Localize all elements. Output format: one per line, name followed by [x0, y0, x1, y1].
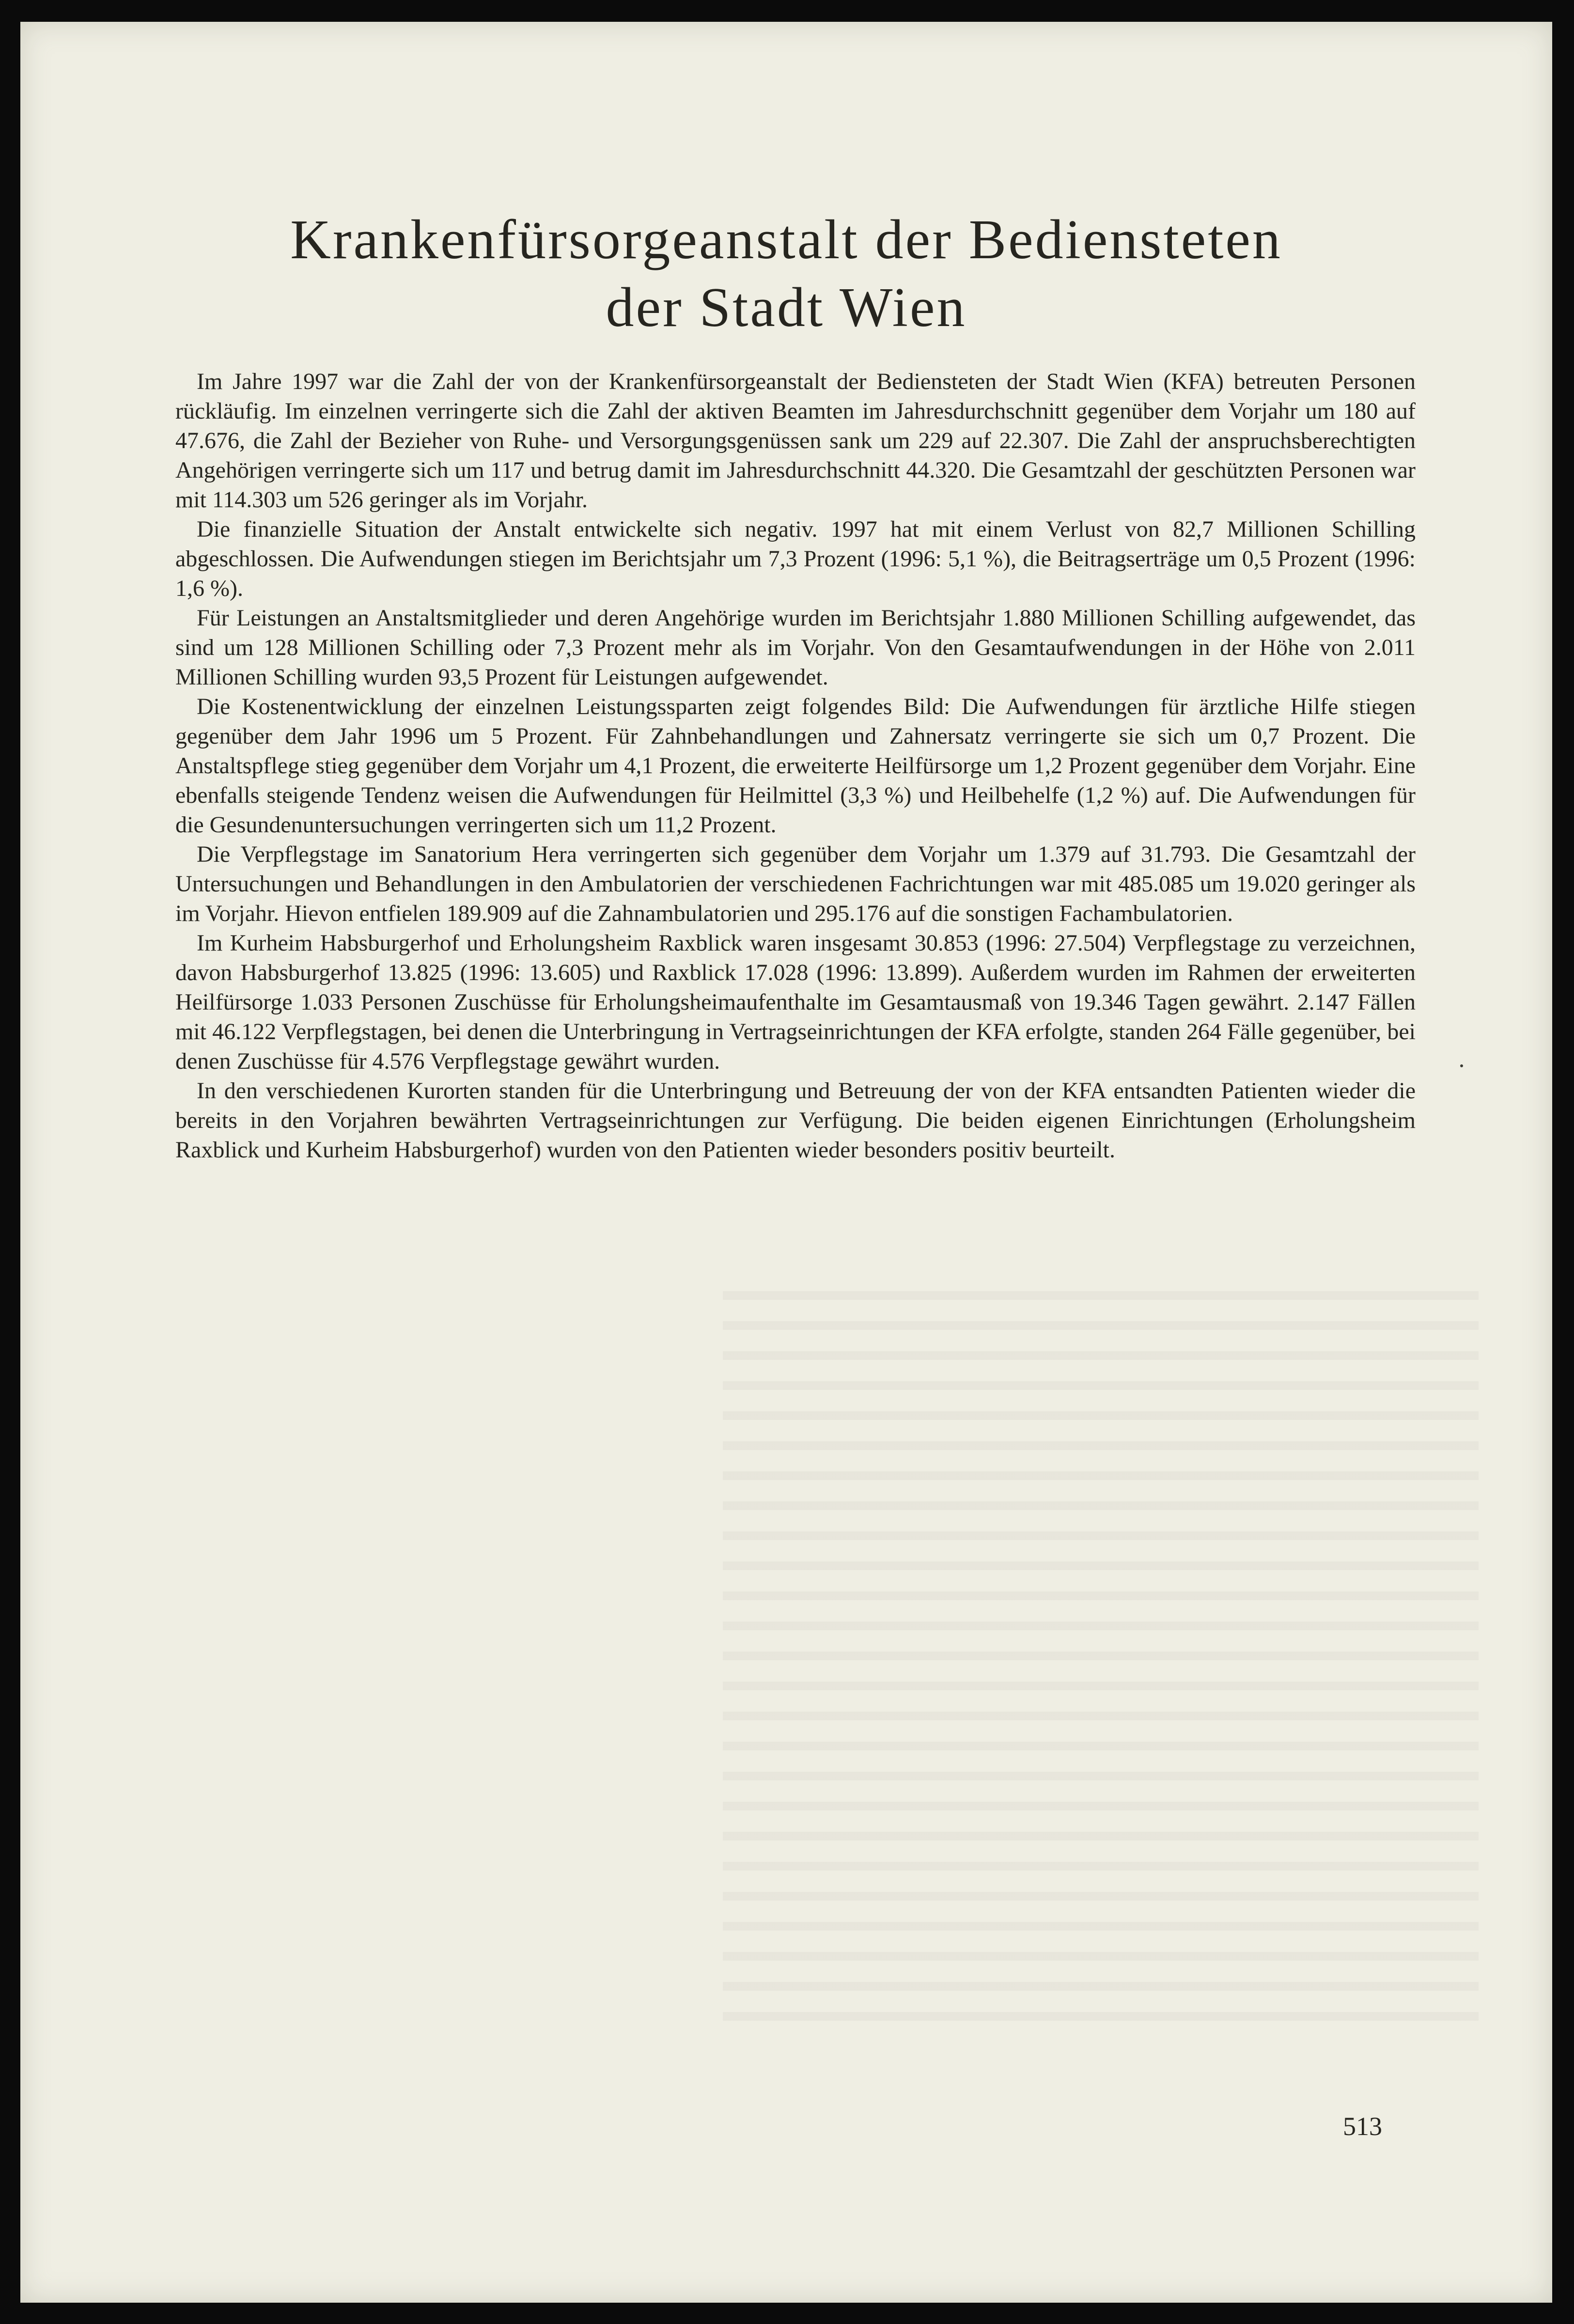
- paragraph: Für Leistungen an Anstaltsmitglieder und deren Angehörige wurden im Berichtsjahr 1.880 Millionen Schilling aufgewendet, das sind um 128 Millionen Schilling oder 7,3 Prozent mehr als im Vorjahr. Von den Gesamtaufwendungen in der Höhe von 2.011 Millionen Schilling wurden 93,5 Prozent für Leistungen aufgewendet.: [175, 605, 1416, 690]
- paragraph: Die Verpflegstage im Sanatorium Hera verringerten sich gegenüber dem Vorjahr um 1.379 auf 31.793. Die Gesamtzahl der Untersuchungen und Behandlungen in den Ambulatorien der verschiedenen Fachrichtungen war mit 485.085 um 19.020 geringer als im Vorjahr. Hievon entfielen 189.909 auf die Zahnambulatorien und 295.176 auf die sonstigen Fachambulatorien.: [175, 842, 1416, 926]
- title-line-2: der Stadt Wien: [606, 277, 967, 339]
- paragraph: Im Kurheim Habsburgerhof und Erholungsheim Raxblick waren insgesamt 30.853 (1996: 27.504) Verpflegstage zu verzeichnen, davon Habsburgerhof 13.825 (1996: 13.605) und Raxblick 17.028 (1996: 13.899). Außerdem wurden im Rahmen der erweiterten Heilfürsorge 1.033 Personen Zuschüsse für Erholungsheimaufenthalte im Gesamtausmaß von 19.346 Tagen gewährt. 2.147 Fällen mit 46.122 Verpflegstagen, bei denen die Unterbringung in Vertragseinrichtungen der KFA erfolgte, standen 264 Fälle gegenüber, bei denen Zuschüsse für 4.576 Verpflegstage gewährt wurden.: [175, 930, 1416, 1074]
- paragraph: Die Kostenentwicklung der einzelnen Leistungssparten zeigt folgendes Bild: Die Aufwendungen für ärztliche Hilfe stiegen gegenüber dem Jahr 1996 um 5 Prozent. Für Zahnbehandlungen und Zahnersatz verringerte sie sich um 0,7 Prozent. Die Anstaltspflege stieg gegenüber dem Vorjahr um 4,1 Prozent, die erweiterte Heilfürsorge um 1,2 Prozent gegenüber dem Vorjahr. Eine ebenfalls steigende Tendenz weisen die Aufwendungen für Heilmittel (3,3 %) und Heilbehelfe (1,2 %) auf. Die Aufwendungen für die Gesundenuntersuchungen verringerten sich um 11,2 Prozent.: [175, 694, 1416, 838]
- page-number: 513: [1343, 2112, 1382, 2141]
- title-line-1: Krankenfürsorgeanstalt der Bediensteten: [290, 209, 1282, 271]
- paragraph: Die finanzielle Situation der Anstalt entwickelte sich negativ. 1997 hat mit einem Verlust von 82,7 Millionen Schilling abgeschlossen. Die Aufwendungen stiegen im Berichtsjahr um 7,3 Prozent (1996: 5,1 %), die Beitragserträge um 0,5 Prozent (1996: 1,6 %).: [175, 516, 1416, 601]
- body-text: [175, 367, 1416, 1165]
- scan-speck: [1460, 1064, 1463, 1067]
- page-title: [20, 206, 1552, 342]
- paragraph: Im Jahre 1997 war die Zahl der von der Krankenfürsorgeanstalt der Bediensteten der Stadt Wien (KFA) betreuten Personen rückläufig. Im einzelnen verringerte sich die Zahl der aktiven Beamten im Jahresdurchschnitt gegenüber dem Vorjahr um 180 auf 47.676, die Zahl der Bezieher von Ruhe- und Versorgungsgenüssen sank um 229 auf 22.307. Die Zahl der anspruchsberechtigten Angehörigen verringerte sich um 117 und betrug damit im Jahresdurchschnitt 44.320. Die Gesamtzahl der geschützten Personen war mit 114.303 um 526 geringer als im Vorjahr.: [175, 369, 1416, 513]
- show-through-texture: [723, 1291, 1479, 2028]
- paragraph: In den verschiedenen Kurorten standen für die Unterbringung und Betreuung der von der KFA entsandten Patienten wieder die bereits in den Vorjahren bewährten Vertragseinrichtungen zur Verfügung. Die beiden eigenen Einrichtungen (Erholungsheim Raxblick und Kurheim Habsburgerhof) wurden von den Patienten wieder besonders positiv beurteilt.: [175, 1078, 1416, 1163]
- document-page: [20, 22, 1552, 2303]
